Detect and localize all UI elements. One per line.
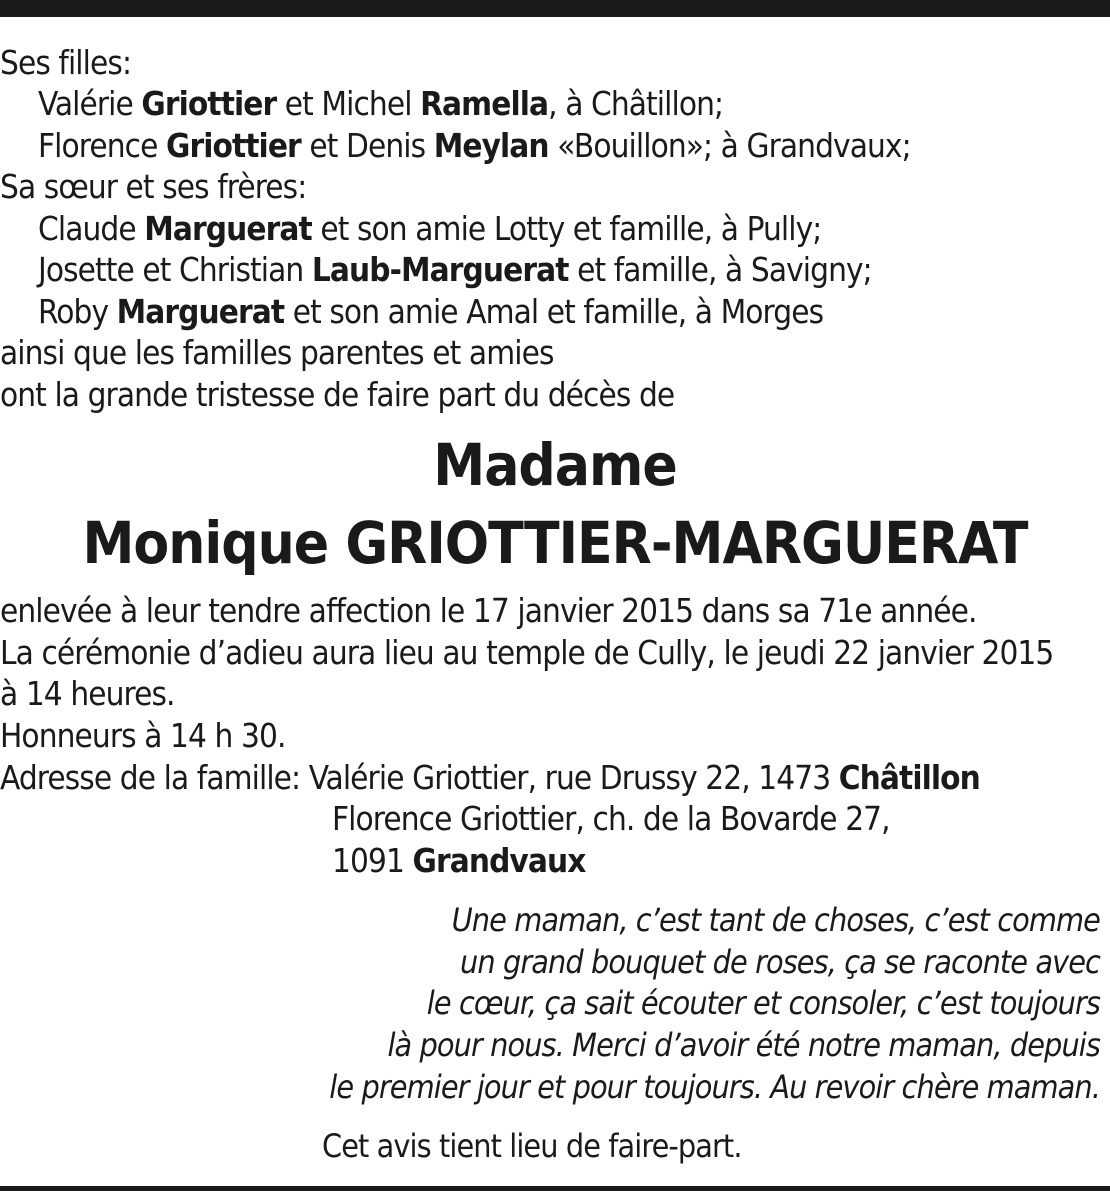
surname: Griottier bbox=[141, 84, 277, 123]
partner-surname: Ramella bbox=[420, 84, 549, 123]
address-label: Adresse de la famille: bbox=[0, 758, 301, 797]
deceased-name: Monique GRIOTTIER-MARGUERAT bbox=[82, 509, 1028, 577]
first-name: Roby bbox=[38, 292, 109, 331]
first-name: Valérie bbox=[38, 84, 133, 123]
sibling-entry-3 bbox=[38, 291, 823, 333]
details: et son amie Lotty et famille, à Pully; bbox=[320, 209, 822, 248]
postal-code: 1091 bbox=[332, 841, 404, 880]
bottom-rule bbox=[0, 1186, 1110, 1191]
place: «Bouillon»; à Grandvaux; bbox=[557, 126, 911, 165]
place: , à Châtillon; bbox=[548, 84, 724, 123]
first-name: Claude bbox=[38, 209, 136, 248]
address-city: Châtillon bbox=[838, 758, 980, 797]
death-notice: enlevée à leur tendre affection le 17 janvier 2015 dans sa 71e année. bbox=[0, 591, 977, 630]
quote-line-2: un grand bouquet de roses, ça se raconte avec bbox=[460, 943, 1100, 981]
daughter-entry-2 bbox=[38, 125, 911, 167]
siblings-heading: Sa sœur et ses frères: bbox=[0, 167, 307, 206]
sibling-entry-1 bbox=[38, 208, 821, 250]
ceremony-line-2: à 14 heures. bbox=[0, 674, 175, 713]
address-city: Grandvaux bbox=[412, 841, 586, 880]
ceremony-line-1: La cérémonie d’adieu aura lieu au temple de Cully, le jeudi 22 janvier 2015 bbox=[0, 633, 1054, 672]
conjunction: et Denis bbox=[309, 126, 426, 165]
address-line-2: Florence Griottier, ch. de la Bovarde 27, bbox=[332, 799, 890, 838]
address-line-1 bbox=[0, 757, 980, 799]
surname: Laub-Marguerat bbox=[311, 250, 569, 289]
conjunction: et Michel bbox=[284, 84, 412, 123]
details: et son amie Amal et famille, à Morges bbox=[292, 292, 824, 331]
surname: Marguerat bbox=[116, 292, 285, 331]
surname: Griottier bbox=[165, 126, 301, 165]
partner-surname: Meylan bbox=[433, 126, 549, 165]
quote-line-3: le cœur, ça sait écouter et consoler, c’est toujours bbox=[426, 984, 1100, 1022]
relatives-line: ainsi que les familles parentes et amies bbox=[0, 333, 554, 372]
first-name: Florence bbox=[38, 126, 158, 165]
address-text: Valérie Griottier, rue Drussy 22, 1473 bbox=[308, 758, 831, 797]
daughters-heading: Ses filles: bbox=[0, 43, 132, 82]
honours-line: Honneurs à 14 h 30. bbox=[0, 716, 286, 755]
deceased-title: Madame bbox=[433, 431, 677, 499]
quote-line-4: là pour nous. Merci d’avoir été notre maman, depuis bbox=[387, 1026, 1100, 1064]
top-rule bbox=[0, 0, 1110, 17]
address-line-3 bbox=[332, 840, 585, 882]
daughter-entry-1 bbox=[38, 83, 723, 125]
announcement-line: ont la grande tristesse de faire part du décès de bbox=[0, 375, 675, 414]
quote-line-1: Une maman, c’est tant de choses, c’est comme bbox=[451, 901, 1100, 939]
first-name: Josette et Christian bbox=[38, 250, 304, 289]
quote-line-5: le premier jour et pour toujours. Au revoir chère maman. bbox=[329, 1068, 1100, 1106]
sibling-entry-2 bbox=[38, 249, 872, 291]
details: et famille, à Savigny; bbox=[577, 250, 872, 289]
closing-note: Cet avis tient lieu de faire-part. bbox=[322, 1127, 742, 1165]
surname: Marguerat bbox=[144, 209, 312, 248]
